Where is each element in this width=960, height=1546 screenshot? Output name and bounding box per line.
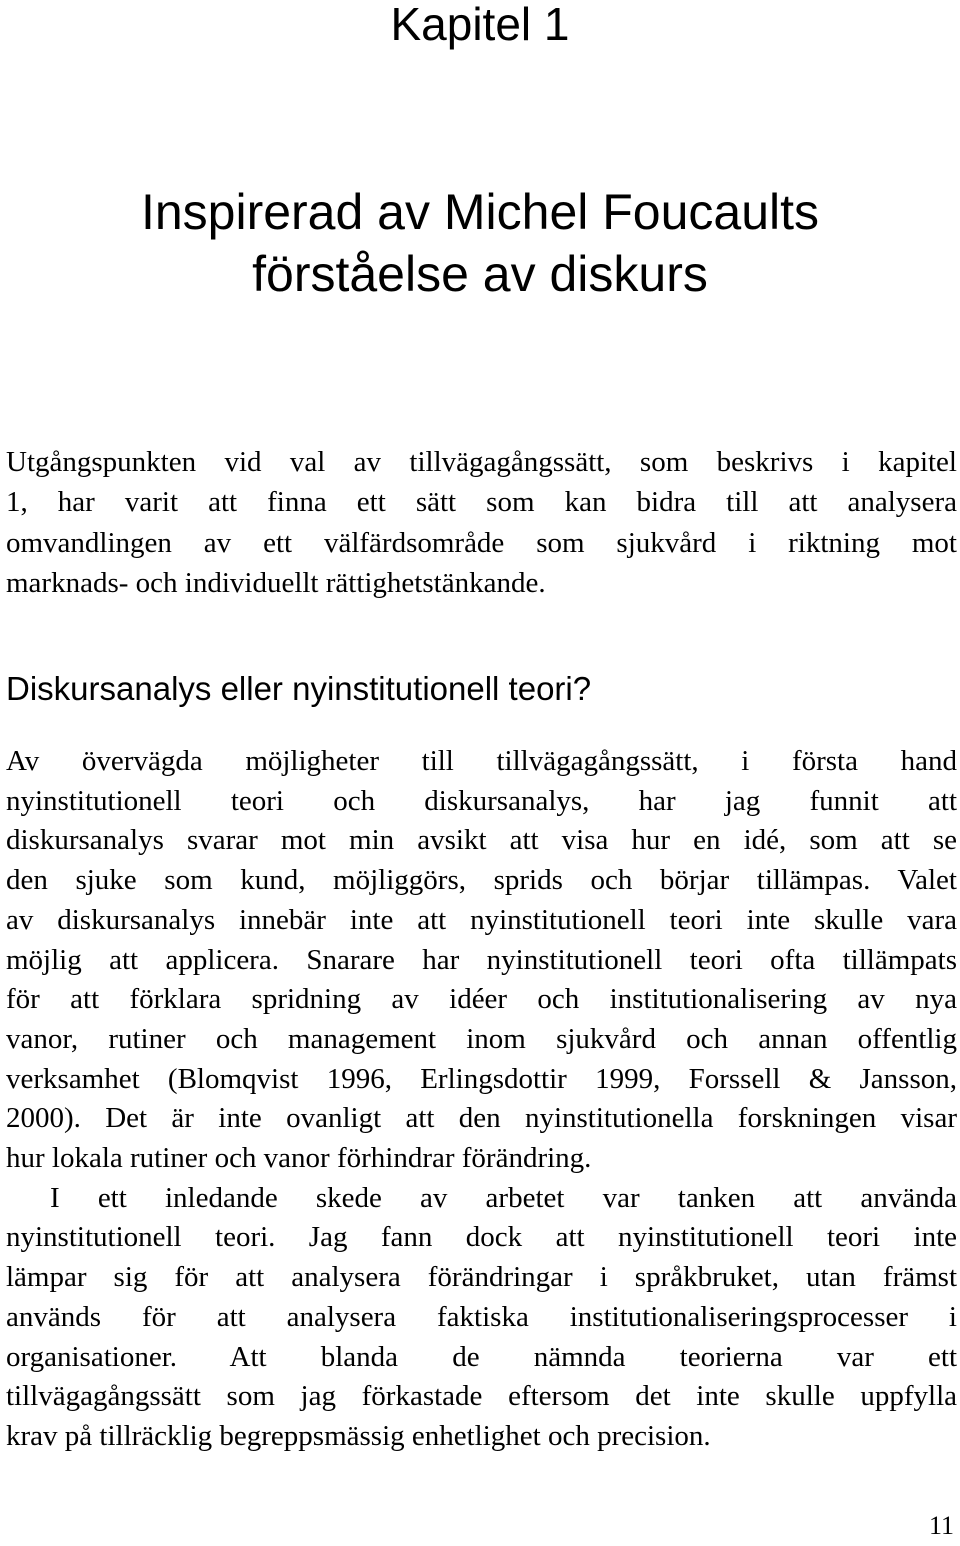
text-line: diskursanalys svarar mot min avsikt att visa hur en idé, som att se <box>6 824 957 857</box>
chapter-title-line: förståelse av diskurs <box>252 246 708 302</box>
chapter-title <box>0 181 960 305</box>
text-line: nyinstitutionell teori. Jag fann dock att nyinstitutionell teori inte <box>6 1221 957 1254</box>
text-line: Av övervägda möjligheter till tillvägagångssätt, i första hand <box>6 745 957 777</box>
text-line: marknads- och individuellt rättighetstänkande. <box>6 566 546 599</box>
chapter-label: Kapitel 1 <box>390 0 570 50</box>
text-line: 1, har varit att finna ett sätt som kan bidra till att analysera <box>6 486 957 519</box>
page-number: 11 <box>928 1511 954 1540</box>
text-line: används för att analysera faktiska institutionaliseringsprocesser i <box>6 1300 957 1333</box>
text-line: organisationer. Att blanda de nämnda teorierna var ett <box>6 1340 957 1373</box>
text-line: möjlig att applicera. Snarare har nyinstitutionell teori ofta tillämpats <box>6 943 957 976</box>
text-line: vanor, rutiner och management inom sjukvård och annan offentlig <box>6 1022 957 1055</box>
text-line: den sjuke som kund, möjliggörs, sprids och börjar tillämpas. Valet <box>6 864 957 897</box>
text-line: 2000). Det är inte ovanligt att den nyinstitutionella forskningen visar <box>6 1102 957 1135</box>
intro-paragraph <box>6 442 957 603</box>
text-line: tillvägagångssätt som jag förkastade eftersom det inte skulle uppfylla <box>6 1380 957 1413</box>
text-line: av diskursanalys innebär inte att nyinstitutionell teori inte skulle vara <box>6 903 957 936</box>
section-heading: Diskursanalys eller nyinstitutionell teori? <box>6 670 592 707</box>
text-line: nyinstitutionell teori och diskursanalys, har jag funnit att <box>6 784 957 817</box>
text-line: krav på tillräcklig begreppsmässig enhetlighet och precision. <box>6 1419 711 1452</box>
chapter-title-line: Inspirerad av Michel Foucaults <box>140 184 820 240</box>
text-line: Utgångspunkten vid val av tillvägagångssätt, som beskrivs i kapitel <box>6 446 957 478</box>
text-line: lämpar sig för att analysera förändringar i språkbruket, utan främst <box>6 1261 957 1294</box>
text-line: hur lokala rutiner och vanor förhindrar förändring. <box>6 1142 592 1175</box>
text-line: för att förklara spridning av idéer och institutionalisering av nya <box>6 983 957 1016</box>
section-body <box>6 742 957 1457</box>
text-line: verksamhet (Blomqvist 1996, Erlingsdottir 1999, Forssell & Jansson, <box>6 1062 957 1095</box>
text-line: omvandlingen av ett välfärdsområde som sjukvård i riktning mot <box>6 526 957 559</box>
text-line: I ett inledande skede av arbetet var tanken att använda <box>50 1181 957 1214</box>
